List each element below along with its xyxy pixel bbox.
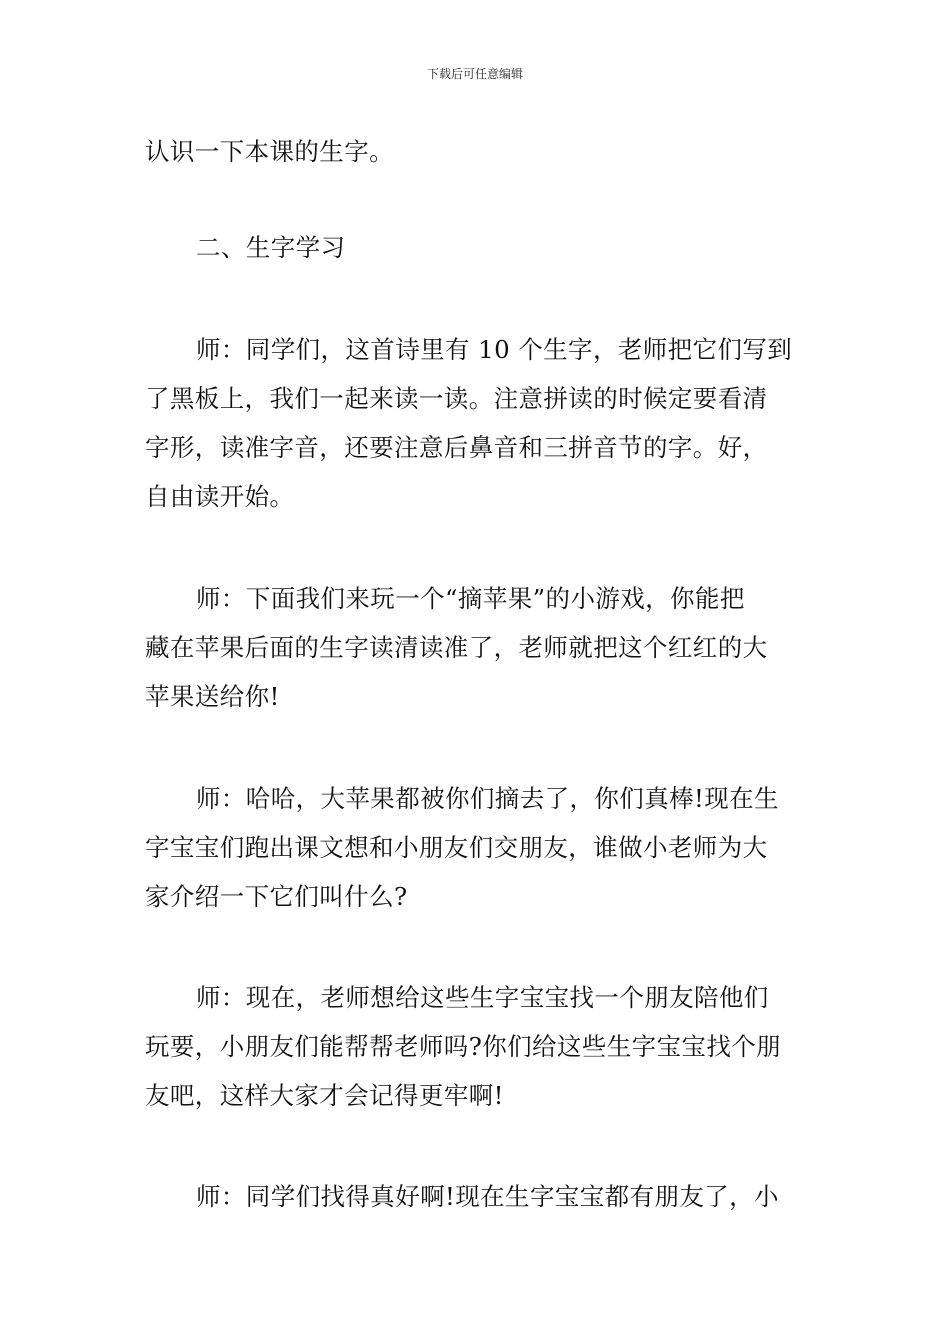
text-line: 家介绍一下它们叫什么? [145,882,408,911]
text-line: 了黑板上，我们一起来读一读。注意拼读的时候定要看清 [145,384,768,413]
section-heading: 二、生字学习 [196,233,346,262]
text-line: 字形，读准字音，还要注意后鼻音和三拼音节的字。好， [145,433,768,462]
text-line: 认识一下本课的生字。 [145,137,394,166]
text-line: 师：现在，老师想给这些生字宝宝找一个朋友陪他们 [196,983,769,1012]
text-line: 玩要，小朋友们能帮帮老师吗?你们给这些生字宝宝找个朋 [145,1032,782,1061]
text-line: 师：下面我们来玩一个“摘苹果”的小游戏，你能把 [196,584,745,613]
text-line: 友吧，这样大家才会记得更牢啊! [145,1081,504,1110]
text-line: 师：同学们找得真好啊!现在生字宝宝都有朋友了，小 [196,1182,779,1211]
text-line: 藏在苹果后面的生字读清读准了，老师就把这个红红的大 [145,633,768,662]
text-line: 师：同学们，这首诗里有 10 个生字，老师把它们写到 [196,335,793,364]
text-line: 自由读开始。 [145,482,295,511]
text-line: 字宝宝们跑出课文想和小朋友们交朋友，谁做小老师为大 [145,833,768,862]
text-line: 师：哈哈，大苹果都被你们摘去了，你们真棒!现在生 [196,784,779,813]
page-header: 下载后可任意编辑 [426,67,523,81]
text-line: 苹果送给你! [145,682,280,711]
